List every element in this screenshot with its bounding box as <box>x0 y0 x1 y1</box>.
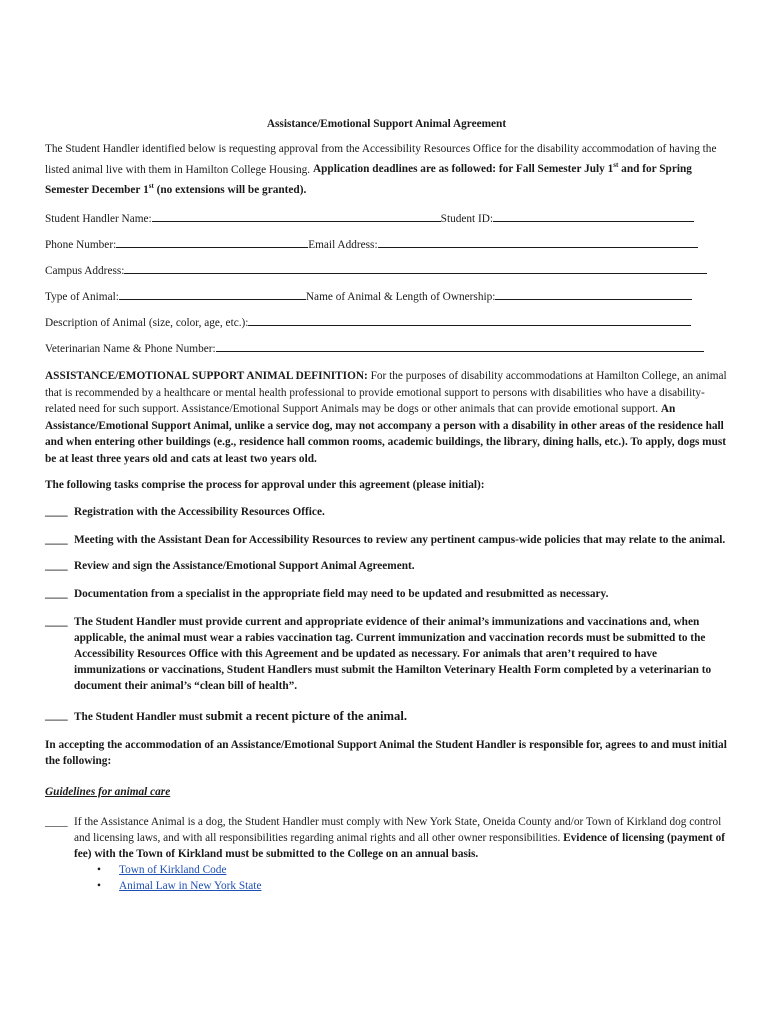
campus-address-label: Campus Address: <box>45 265 125 278</box>
list-item <box>119 878 728 894</box>
phone-label: Phone Number: <box>45 239 117 252</box>
name-ownership-label: Name of Animal & Length of Ownership: <box>305 291 496 304</box>
email-field[interactable] <box>378 235 698 248</box>
description-field[interactable] <box>248 313 691 326</box>
task-item: ____ Documentation from a specialist in the appropriate field may need to be updated and resubmitted as necessary. <box>45 587 609 600</box>
deadline-text: Application deadlines are as followed: for Fall Semester July 1st and for Spring Semester December 1st (no extensions will be granted). <box>45 161 692 196</box>
vet-field[interactable] <box>216 339 704 352</box>
task-item: ____ Review and sign the Assistance/Emotional Support Animal Agreement. <box>45 559 415 572</box>
task-item: ____ The Student Handler must provide current and appropriate evidence of their animal’s immunizations and vaccinations and, when applicable, the animal must wear a rabies vaccination tag. Current immunization and vaccination records must be submitted to the Accessibility Resources Office with this Agreement and be updated as necessary. For animals that aren’t required to have immunizations or vaccinations, Student Handlers must submit the Hamilton Veterinary Health Form completed by a veterinarian to document their animal’s “clean bill of health”. <box>45 615 712 692</box>
student-id-label: Student ID: <box>440 213 494 226</box>
row-description <box>45 310 728 336</box>
campus-address-field[interactable] <box>124 261 707 274</box>
initial-blank[interactable]: ____ <box>45 559 68 572</box>
agreement-page <box>45 112 728 894</box>
town-of-kirkland-code-link[interactable]: Town of Kirkland Code <box>119 864 227 877</box>
initial-blank[interactable]: ____ <box>45 533 68 546</box>
initial-blank[interactable]: ____ <box>45 816 68 829</box>
definition-body: For the purposes of disability accommodations at Hamilton College, an animal that is recommended by a healthcare or mental health professional to provide emotional support to persons with disabilities who have a disability-related need for such support. Assistance/Emotional Support Animals may be dogs or other animals that can provide emotional support. <box>45 370 727 416</box>
definition-heading: ASSISTANCE/EMOTIONAL SUPPORT ANIMAL DEFINITION: <box>45 370 368 383</box>
intro-paragraph <box>45 141 728 198</box>
intro-text: The Student Handler identified below is requesting approval from the Accessibility Resources Office for the disability accommodation of having the listed animal live with them in Hamilton College Housing. <box>45 143 717 176</box>
description-label: Description of Animal (size, color, age, etc.): <box>45 317 249 330</box>
initial-blank[interactable]: ____ <box>45 709 68 722</box>
task-item: ____ Registration with the Accessibility Resources Office. <box>45 505 325 518</box>
animal-law-ny-link[interactable]: Animal Law in New York State <box>119 880 262 893</box>
row-student-name-id <box>45 206 728 232</box>
student-name-label: Student Handler Name: <box>45 213 152 226</box>
row-phone-email <box>45 232 728 258</box>
phone-field[interactable] <box>116 235 308 248</box>
student-id-field[interactable] <box>493 209 694 222</box>
vet-label: Veterinarian Name & Phone Number: <box>45 343 216 356</box>
list-item <box>119 862 728 878</box>
task-item: ____ The Student Handler must submit a recent picture of the animal. <box>45 708 407 723</box>
process-heading: The following tasks comprise the process for approval under this agreement (please initial): <box>45 479 485 492</box>
guideline-item: ____ If the Assistance Animal is a dog, the Student Handler must comply with New York State, Oneida County and/or Town of Kirkland dog control and licensing laws, and with all responsibilities regarding animal rights and all other owner responsibilities. Evidence of licensing (payment of fee) with the Town of Kirkland must be submitted to the College on an annual basis. <box>45 816 726 861</box>
document-title: Assistance/Emotional Support Animal Agreement <box>266 118 507 130</box>
row-veterinarian <box>45 336 728 362</box>
guidelines-heading: Guidelines for animal care <box>45 785 171 798</box>
initial-blank[interactable]: ____ <box>45 615 68 628</box>
type-of-animal-label: Type of Animal: <box>45 291 119 304</box>
row-campus-address <box>45 258 728 284</box>
definition-paragraph <box>45 368 728 467</box>
acceptance-heading: In accepting the accommodation of an Assistance/Emotional Support Animal the Student Handler is responsible for, agrees to and must initial the following: <box>45 738 727 768</box>
name-ownership-field[interactable] <box>495 287 692 300</box>
resource-links <box>45 862 728 894</box>
initial-blank[interactable]: ____ <box>45 587 68 600</box>
email-label: Email Address: <box>308 239 378 252</box>
task-item: ____ Meeting with the Assistant Dean for Accessibility Resources to review any pertinent campus-wide policies that may relate to the animal. <box>45 533 726 546</box>
type-of-animal-field[interactable] <box>119 287 306 300</box>
student-name-field[interactable] <box>152 209 441 222</box>
definition-bold: An Assistance/Emotional Support Animal, unlike a service dog, may not accompany a person with a disability in other areas of the residence hall and when entering other buildings (e.g., residence hall common rooms, academic buildings, the library, dining halls, etc.). To apply, dogs must be at least three years old and cats at least two years old. <box>45 403 727 465</box>
initial-blank[interactable]: ____ <box>45 505 68 518</box>
row-animal-type-name <box>45 284 728 310</box>
